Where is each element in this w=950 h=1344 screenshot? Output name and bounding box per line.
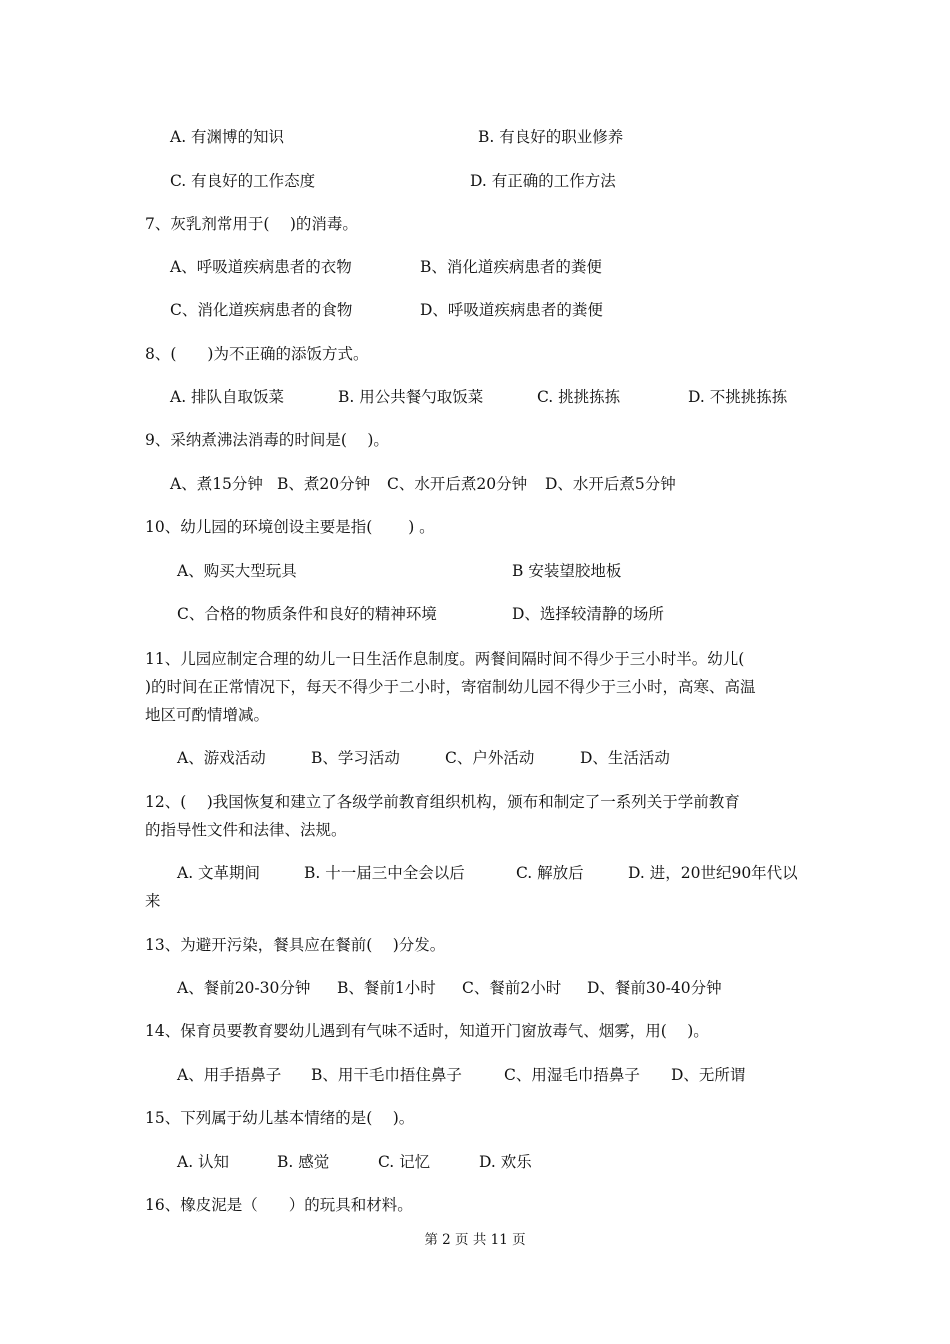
q8-option-d: D. 不挑挑拣拣 xyxy=(688,388,788,406)
q16-stem: 16、橡皮泥是（ ）的玩具和材料。 xyxy=(145,1196,413,1214)
q7-option-a: A、呼吸道疾病患者的衣物 xyxy=(170,258,352,276)
q15-option-a: A. 认知 xyxy=(177,1153,230,1171)
q11-stem-line-1: 11、儿园应制定合理的幼儿一日生活作息制度。两餐间隔时间不得少于三小时半。幼儿( xyxy=(145,650,745,668)
q14-option-d: D、无所谓 xyxy=(671,1066,746,1084)
q13-option-a: A、餐前20-30分钟 xyxy=(177,979,311,997)
q11-stem-line-2: )的时间在正常情况下，每天不得少于二小时，寄宿制幼儿园不得少于三小时，高寒、高温 xyxy=(145,678,756,696)
q8-option-b: B. 用公共餐勺取饭菜 xyxy=(338,388,484,406)
q8-stem: 8、( )为不正确的添饭方式。 xyxy=(145,345,369,363)
q7-option-b: B、消化道疾病患者的粪便 xyxy=(420,258,602,276)
q15-option-c: C. 记忆 xyxy=(378,1153,431,1171)
q12-option-d-continued: 来 xyxy=(145,892,161,910)
q9-option-b: B、煮20分钟 xyxy=(277,475,371,493)
q7-option-c: C、消化道疾病患者的食物 xyxy=(170,301,353,319)
q10-stem: 10、幼儿园的环境创设主要是指( ) 。 xyxy=(145,518,435,536)
q10-option-a: A、购买大型玩具 xyxy=(177,562,297,580)
q14-stem: 14、保育员要教育婴幼儿遇到有气味不适时，知道开门窗放毒气、烟雾，用( )。 xyxy=(145,1022,709,1040)
q10-option-c: C、合格的物质条件和良好的精神环境 xyxy=(177,605,437,623)
q12-option-b: B. 十一届三中全会以后 xyxy=(304,864,465,882)
q13-option-d: D、餐前30-40分钟 xyxy=(587,979,722,997)
q11-option-a: A、游戏活动 xyxy=(177,749,266,767)
q14-option-b: B、用干毛巾捂住鼻子 xyxy=(311,1066,462,1084)
q12-stem-line-1: 12、( )我国恢复和建立了各级学前教育组织机构，颁布和制定了一系列关于学前教育 xyxy=(145,793,740,811)
q8-option-c: C. 挑挑拣拣 xyxy=(537,388,621,406)
q12-option-c: C. 解放后 xyxy=(516,864,584,882)
q11-option-d: D、生活活动 xyxy=(580,749,670,767)
q12-stem-line-2: 的指导性文件和法律、法规。 xyxy=(145,821,347,839)
q14-option-c: C、用湿毛巾捂鼻子 xyxy=(504,1066,640,1084)
q11-stem-line-3: 地区可酌情增减。 xyxy=(145,706,270,724)
q14-option-a: A、用手捂鼻子 xyxy=(177,1066,282,1084)
q12-option-d: D. 进，20世纪90年代以 xyxy=(628,864,798,882)
q9-option-d: D、水开后煮5分钟 xyxy=(545,475,676,493)
q7-option-d: D、呼吸道疾病患者的粪便 xyxy=(420,301,603,319)
q9-stem: 9、采纳煮沸法消毒的时间是( )。 xyxy=(145,431,389,449)
q11-option-c: C、户外活动 xyxy=(445,749,535,767)
q13-option-c: C、餐前2小时 xyxy=(462,979,562,997)
q8-option-a: A. 排队自取饭菜 xyxy=(170,388,285,406)
q13-stem: 13、为避开污染，餐具应在餐前( )分发。 xyxy=(145,936,446,954)
q9-option-a: A、煮15分钟 xyxy=(170,475,263,493)
q15-option-d: D. 欢乐 xyxy=(479,1153,532,1171)
q15-stem: 15、下列属于幼儿基本情绪的是( )。 xyxy=(145,1109,415,1127)
page-footer: 第 2 页 共 11 页 xyxy=(424,1232,526,1248)
q6-option-d: D. 有正确的工作方法 xyxy=(470,172,616,190)
q12-option-a: A. 文革期间 xyxy=(177,864,261,882)
q6-option-a: A. 有渊博的知识 xyxy=(170,128,285,146)
q9-option-c: C、水开后煮20分钟 xyxy=(387,475,528,493)
q6-option-c: C. 有良好的工作态度 xyxy=(170,172,316,190)
q15-option-b: B. 感觉 xyxy=(277,1153,330,1171)
q7-stem: 7、灰乳剂常用于( )的消毒。 xyxy=(145,215,358,233)
q11-option-b: B、学习活动 xyxy=(311,749,400,767)
q6-option-b: B. 有良好的职业修养 xyxy=(478,128,624,146)
q10-option-b: B 安装望胶地板 xyxy=(512,562,622,580)
q13-option-b: B、餐前1小时 xyxy=(337,979,436,997)
q10-option-d: D、选择较清静的场所 xyxy=(512,605,664,623)
